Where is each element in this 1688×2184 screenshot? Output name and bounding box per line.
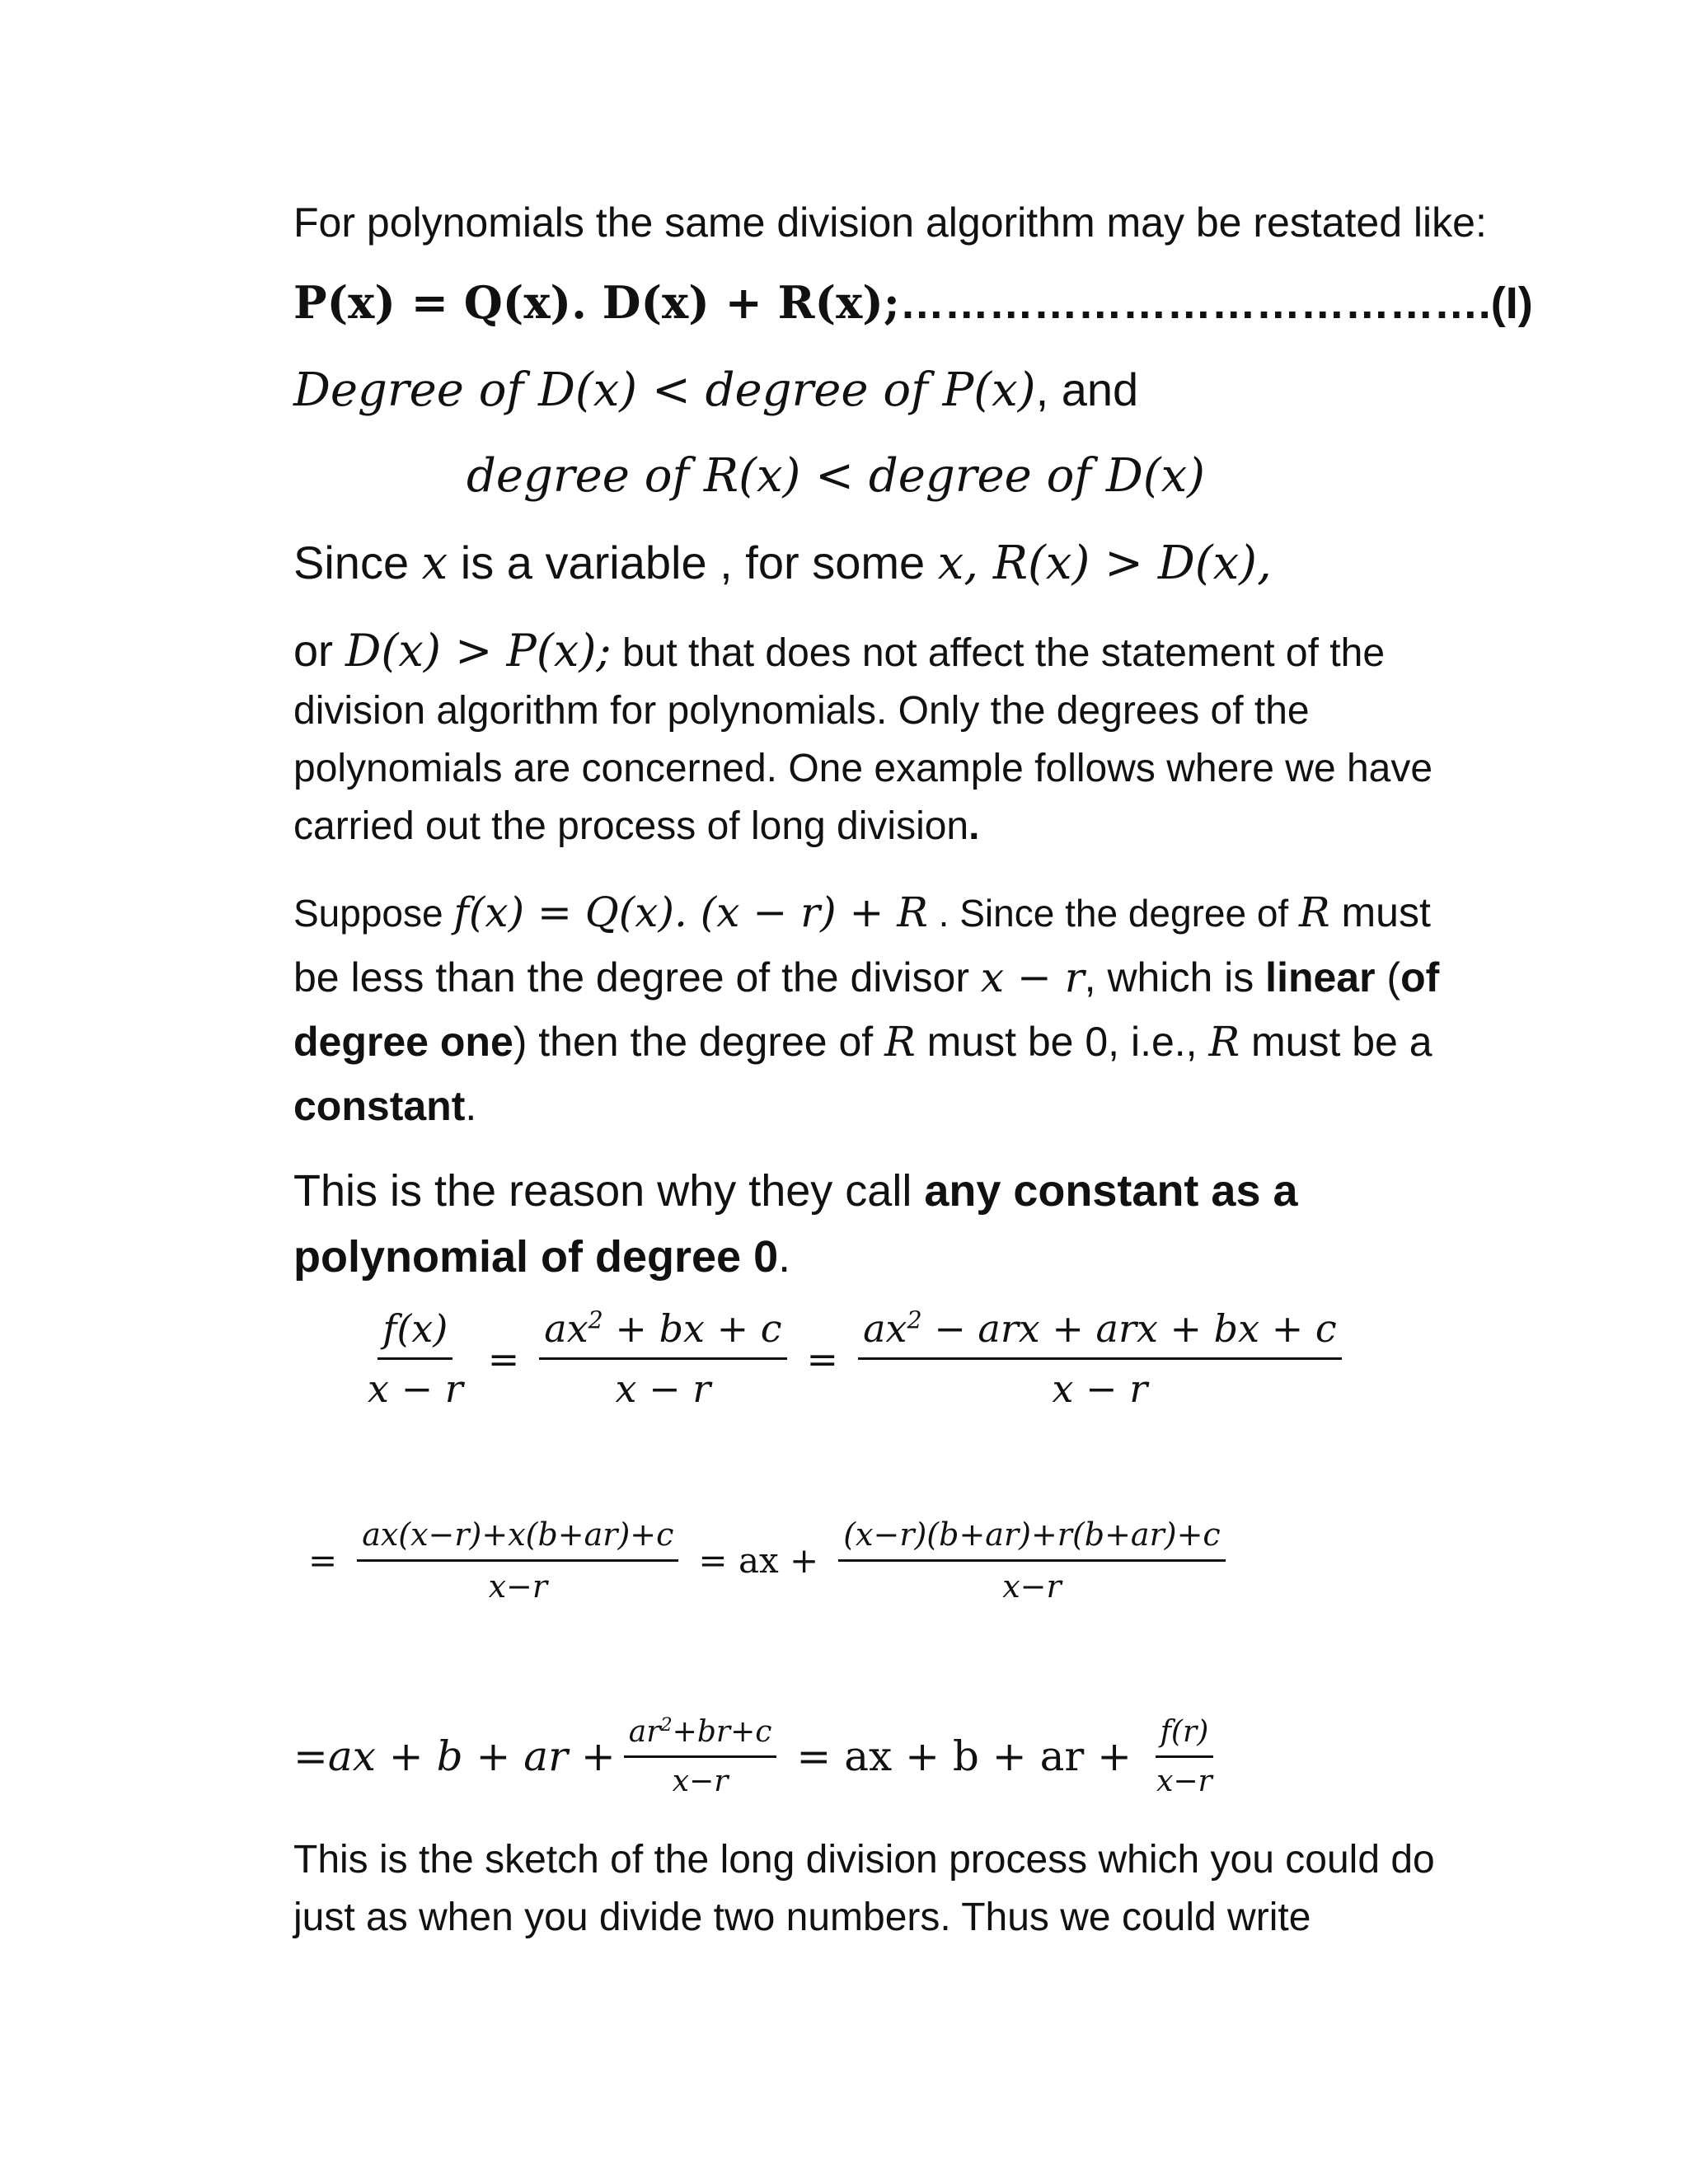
equation-3-lead: =ax + b + ar +: [293, 1732, 616, 1780]
degree-condition-2: [467, 449, 1645, 504]
degree-condition-math: Degree of D(x) < degree of P(x): [293, 363, 1036, 417]
paragraph-sketch: [293, 1831, 1472, 1947]
equals-sign: =: [806, 1336, 839, 1381]
suppose-b2: of degree one: [293, 954, 1440, 1065]
suppose-m5: R: [1208, 1018, 1240, 1066]
suppose-t4: , which is: [1084, 954, 1266, 1001]
equation-2: [297, 1516, 1234, 1605]
division-formula-line: [293, 275, 1533, 330]
paragraph-degrees: [293, 622, 1472, 855]
leader-dots: ………………………………….: [899, 279, 1491, 328]
fraction-3-numerator: [858, 1306, 1342, 1360]
constant-b1: any constant as a polynomial of degree 0: [293, 1166, 1298, 1282]
fraction-6-denominator: x−r: [672, 1765, 729, 1798]
paragraph-degrees-t1: or: [293, 626, 346, 676]
fraction-2: [539, 1306, 786, 1411]
fraction-5: [838, 1516, 1225, 1605]
constant-t2: .: [778, 1232, 791, 1282]
paragraph-degrees-t3: .: [968, 804, 980, 848]
fraction-4-numerator: ax(x−r)+x(b+ar)+c: [357, 1516, 678, 1562]
fraction-2-denominator: x − r: [615, 1366, 711, 1411]
equals-sign: =: [308, 1540, 338, 1581]
equation-2-middle: = ax +: [698, 1540, 819, 1581]
suppose-m1: f(x) = Q(x). (x − r) + R: [453, 888, 928, 936]
fraction-6-num-b: +br+c: [672, 1715, 772, 1749]
fraction-7-numerator: f(r): [1156, 1715, 1214, 1758]
fraction-3: [858, 1306, 1342, 1411]
variable-remark-t2: is a variable , for some: [448, 537, 938, 588]
fraction-4-denominator: x−r: [488, 1568, 548, 1605]
variable-remark-line: [293, 536, 1472, 591]
suppose-t5: (: [1375, 954, 1401, 1001]
suppose-m2: R: [1298, 888, 1330, 936]
intro-text: For polynomials the same division algorithm may be restated like:: [293, 199, 1487, 246]
suppose-t2: . Since the degree of: [927, 892, 1299, 935]
sketch-text: This is the sketch of the long division process which you could do just as when you divide two numbers. Thus we could write: [293, 1838, 1435, 1939]
fraction-1-numerator: f(x): [377, 1306, 452, 1360]
paragraph-suppose: [293, 880, 1472, 1138]
suppose-m4: R: [884, 1018, 916, 1066]
fraction-3-denominator: x − r: [1052, 1366, 1148, 1411]
paragraph-degrees-m1: D(x) > P(x);: [345, 625, 612, 677]
equation-tag: (I): [1490, 279, 1533, 328]
paragraph-degrees-t2: but that does not affect the statement of the division algorithm for polynomials. Only the degrees of the polynomials are concerned. One example follows where we have carried out the process of long division: [293, 631, 1433, 848]
constant-t1: This is the reason why they call: [293, 1166, 925, 1216]
variable-remark-t1: Since: [293, 537, 422, 588]
fraction-2-numerator: [539, 1306, 786, 1360]
variable-remark-m2: x, R(x) > D(x),: [937, 537, 1272, 590]
degree-condition-1: [293, 363, 1472, 418]
fraction-7-denominator: x−r: [1156, 1764, 1212, 1798]
fraction-1: [363, 1306, 468, 1411]
fraction-2-num-sup: 2: [588, 1306, 603, 1334]
suppose-m3: x − r: [980, 954, 1085, 1001]
suppose-t8: must be a: [1240, 1019, 1432, 1065]
fraction-3-num-b: − arx + arx + bx + c: [921, 1306, 1337, 1351]
suppose-t6: ) then the degree of: [513, 1019, 885, 1065]
division-formula: P(x) = Q(x). D(x) + R(x);: [293, 276, 900, 329]
fraction-6-numerator: [624, 1714, 777, 1758]
variable-remark-m1: x: [421, 537, 448, 590]
suppose-t9: .: [465, 1083, 477, 1129]
suppose-b1: linear: [1265, 954, 1376, 1001]
equals-sign: =: [487, 1336, 520, 1381]
fraction-7: [1151, 1715, 1217, 1798]
fraction-3-num-a: ax: [863, 1306, 907, 1351]
suppose-t7: must be 0, i.e.,: [915, 1019, 1209, 1065]
fraction-5-numerator: (x−r)(b+ar)+r(b+ar)+c: [838, 1516, 1225, 1562]
fraction-3-num-sup: 2: [907, 1306, 922, 1334]
intro-line: [293, 198, 1487, 247]
suppose-t3: must be less than the degree of the divisor: [293, 889, 1431, 1001]
fraction-6-num-a: ar: [628, 1715, 661, 1749]
paragraph-constant: [293, 1158, 1472, 1290]
fraction-6-num-sup: 2: [660, 1714, 673, 1736]
fraction-1-denominator: x − r: [368, 1366, 463, 1411]
fraction-2-num-a: ax: [544, 1306, 588, 1351]
suppose-b3: constant: [293, 1083, 466, 1129]
fraction-6: [624, 1714, 777, 1798]
equation-3-middle: = ax + b + ar +: [796, 1732, 1132, 1780]
fraction-5-denominator: x−r: [1002, 1568, 1062, 1605]
fraction-2-num-b: + bx + c: [603, 1306, 782, 1351]
equation-3: [293, 1714, 1226, 1798]
fraction-4: [357, 1516, 678, 1605]
degree-condition-2-math: degree of R(x) < degree of D(x): [467, 449, 1205, 503]
degree-condition-text: , and: [1035, 363, 1139, 415]
equation-1: [354, 1306, 1350, 1411]
suppose-t1: Suppose: [293, 892, 454, 935]
